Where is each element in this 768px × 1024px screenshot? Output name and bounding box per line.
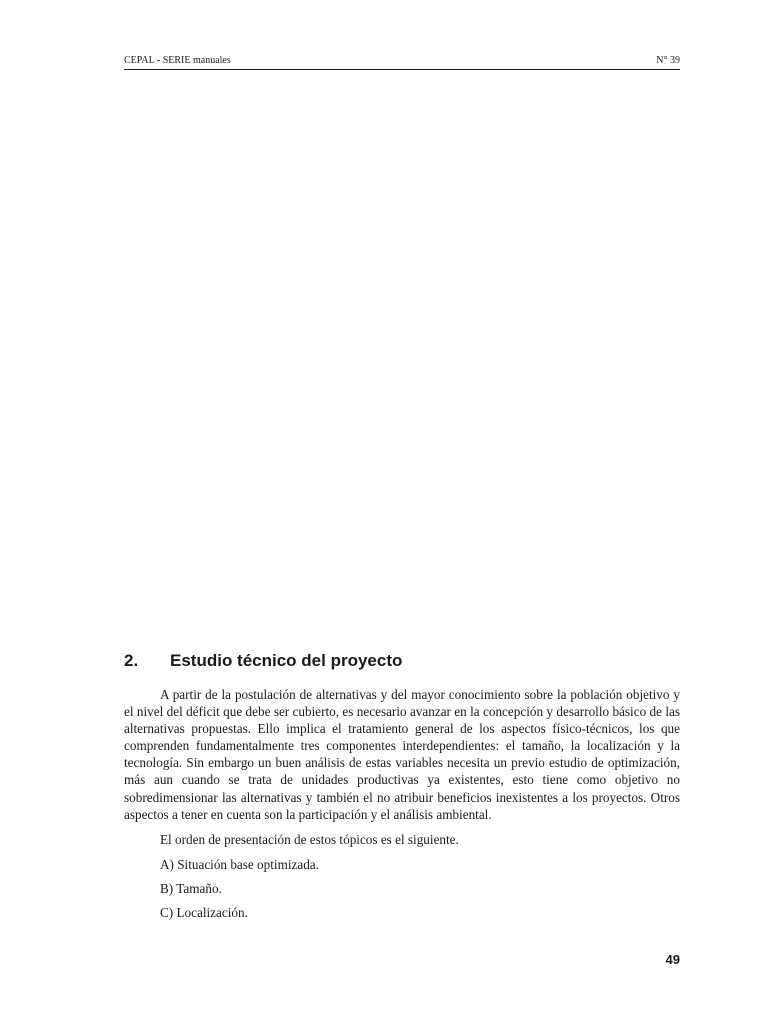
section-title: Estudio técnico del proyecto — [170, 651, 403, 670]
issue-number: N° 39 — [656, 55, 680, 66]
section-number: 2. — [124, 651, 139, 670]
section-heading — [124, 651, 402, 671]
series-title: CEPAL - SERIE manuales — [124, 55, 231, 66]
body-text — [124, 686, 680, 928]
paragraph: El orden de presentación de estos tópicos es el siguiente. — [160, 831, 459, 847]
running-header — [124, 55, 680, 70]
list-item: B) Tamaño. — [160, 880, 222, 896]
list-item: C) Localización. — [160, 905, 248, 921]
page-number: 49 — [665, 952, 680, 967]
paragraph: A partir de la postulación de alternativas y del mayor conocimiento sobre la población objetivo y el nivel del déficit que debe ser cubierto, es necesario avanzar en la concepción y desarrollo básico de las alternativas propuestas. Ello implica el tratamiento general de los aspectos físico-técnicos, los que comprenden fundamentalmente tres componentes interdependientes: el tamaño, la localización y la tecnología. Sin embargo un buen análisis de estas variables necesita un previo estudio de optimización, más aun cuando se trata de unidades productivas ya existentes, esto tiene como objetivo no sobredimensionar las alternativas y también el no atribuir beneficios inexistentes a los proyectos. Otros aspectos a tener en cuenta son la participación y el análisis ambiental. — [124, 687, 680, 822]
list-item: A) Situación base optimizada. — [160, 856, 319, 872]
